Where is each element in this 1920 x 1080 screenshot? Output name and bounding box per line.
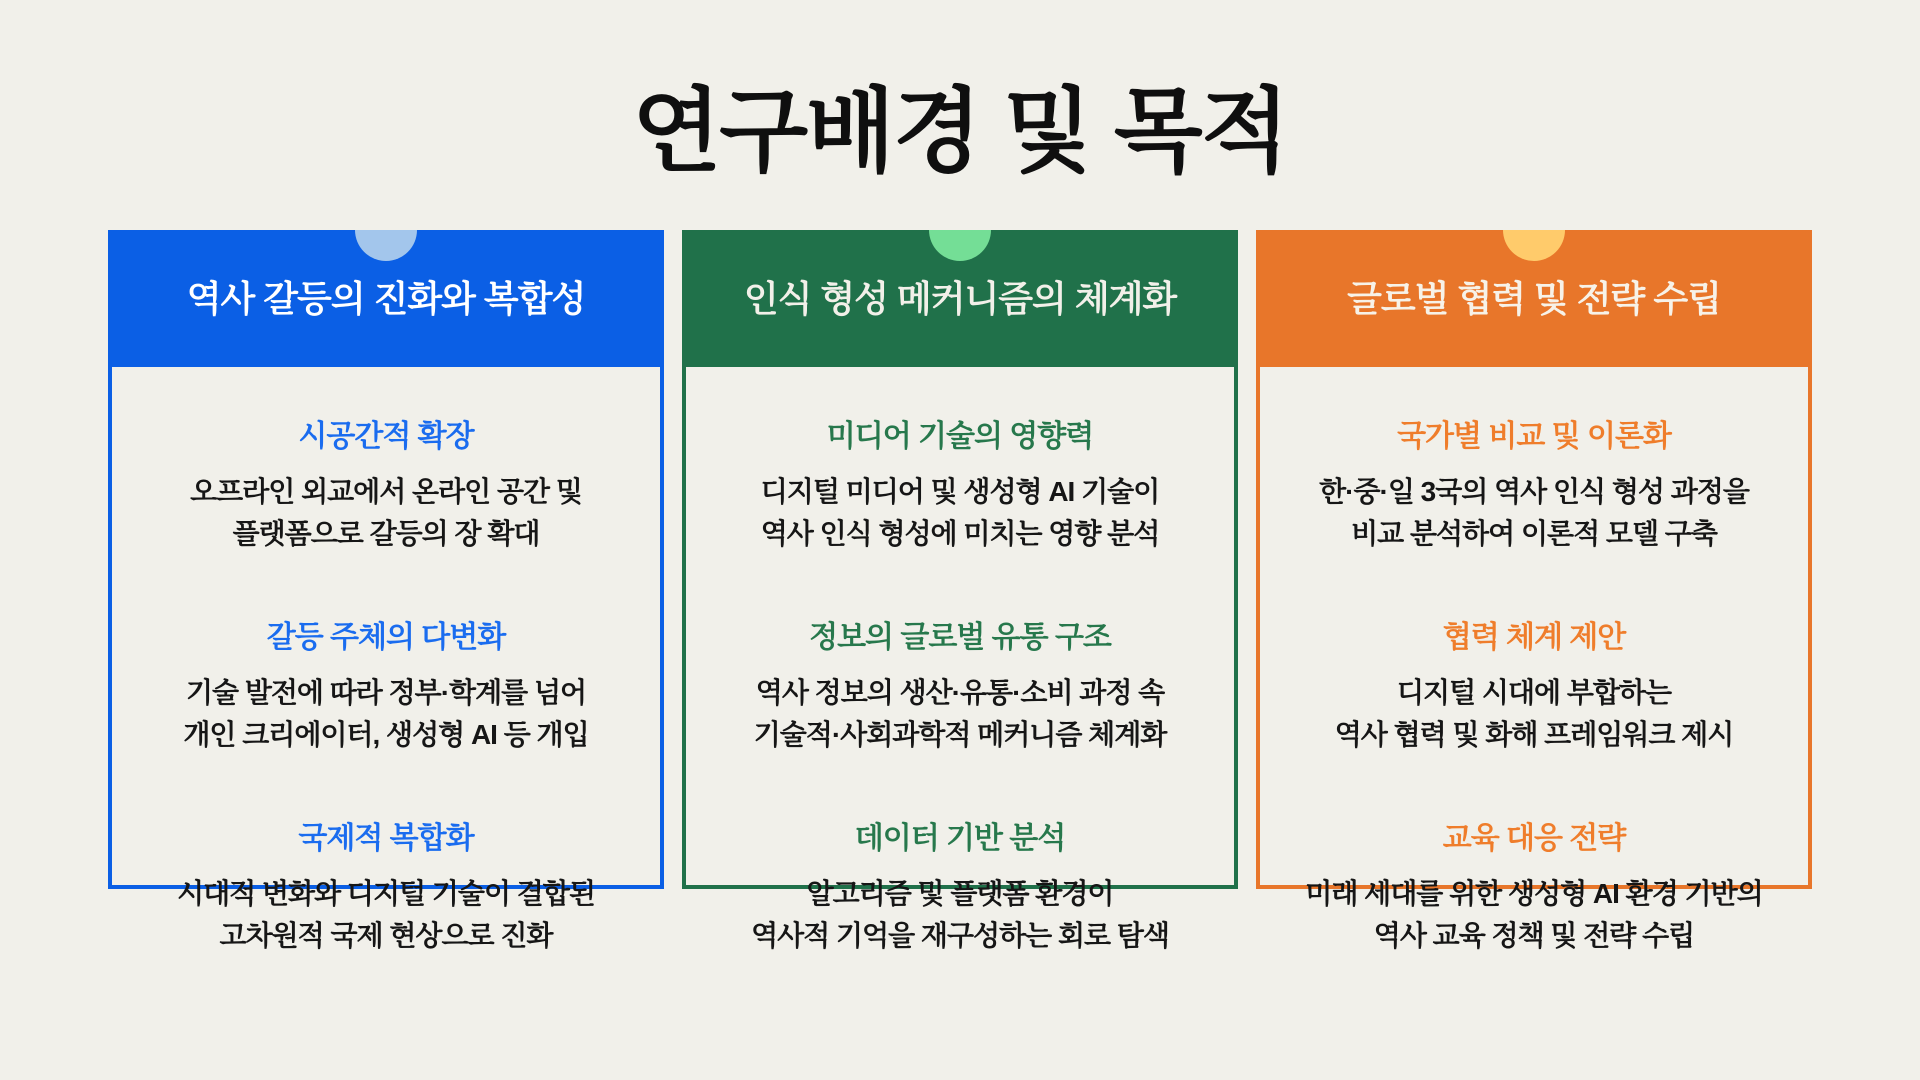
section-text-line: 역사 교육 정책 및 전략 수립 xyxy=(1373,920,1695,951)
section-text-line: 오프라인 외교에서 온라인 공간 및 xyxy=(190,476,582,507)
notch-circle-icon xyxy=(1503,230,1565,261)
notch-circle-icon xyxy=(355,230,417,261)
section-text-line: 한·중·일 3국의 역사 인식 형성 과정을 xyxy=(1319,476,1749,507)
page-title: 연구배경 및 목적 xyxy=(632,81,1288,183)
section-country-comparison xyxy=(1260,411,1808,555)
section-text-line: 플랫폼으로 갈등의 장 확대 xyxy=(232,518,540,549)
section-text-line: 기술적·사회과학적 메커니즘 체계화 xyxy=(753,719,1167,750)
card-row xyxy=(0,230,1920,951)
notch-circle-icon xyxy=(929,230,991,261)
section-text-line: 시대적 변화와 디지털 기술이 결합된 xyxy=(177,878,595,909)
card-body-history-conflict xyxy=(108,363,664,951)
section-heading: 협력 체계 제안 xyxy=(1442,621,1626,654)
section-text-line: 비교 분석하여 이론적 모델 구축 xyxy=(1351,518,1717,549)
section-actor-diversification xyxy=(112,612,660,756)
section-heading: 국제적 복합화 xyxy=(298,822,474,855)
card-header-history-conflict xyxy=(108,230,664,363)
section-data-driven-analysis xyxy=(686,813,1234,957)
section-international-complexity xyxy=(112,813,660,957)
section-heading: 정보의 글로벌 유통 구조 xyxy=(809,621,1111,654)
section-text-line: 개인 크리에이터, 생성형 AI 등 개입 xyxy=(183,719,589,750)
section-text-line: 디지털 시대에 부합하는 xyxy=(1396,677,1672,708)
section-heading: 시공간적 확장 xyxy=(298,420,474,453)
card-body-perception-mechanism xyxy=(682,363,1238,951)
section-text-line: 역사적 기억을 재구성하는 회로 탐색 xyxy=(751,920,1169,951)
card-header-perception-mechanism xyxy=(682,230,1238,363)
section-heading: 교육 대응 전략 xyxy=(1442,822,1626,855)
section-heading: 갈등 주체의 다변화 xyxy=(266,621,506,654)
card-history-conflict xyxy=(108,230,664,951)
card-body-global-cooperation xyxy=(1256,363,1812,951)
section-education-strategy xyxy=(1260,813,1808,957)
section-cooperation-framework xyxy=(1260,612,1808,756)
section-text-line: 역사 협력 및 화해 프레임워크 제시 xyxy=(1334,719,1734,750)
section-heading: 미디어 기술의 영향력 xyxy=(826,420,1094,453)
card-header-label: 역사 갈등의 진화와 복합성 xyxy=(186,278,586,319)
section-text-line: 디지털 미디어 및 생성형 AI 기술이 xyxy=(760,476,1160,507)
section-text-line: 기술 발전에 따라 정부·학계를 넘어 xyxy=(185,677,587,708)
section-heading: 국가별 비교 및 이론화 xyxy=(1397,420,1671,453)
card-perception-mechanism xyxy=(682,230,1238,951)
card-global-cooperation xyxy=(1256,230,1812,951)
section-text-line: 고차원적 국제 현상으로 진화 xyxy=(219,920,553,951)
section-spatiotemporal-expansion xyxy=(112,411,660,555)
section-text-line: 역사 인식 형성에 미치는 영향 분석 xyxy=(760,518,1160,549)
card-header-global-cooperation xyxy=(1256,230,1812,363)
section-heading: 데이터 기반 분석 xyxy=(854,822,1066,855)
section-global-info-flow xyxy=(686,612,1234,756)
card-header-label: 인식 형성 메커니즘의 체계화 xyxy=(743,278,1177,319)
section-text-line: 역사 정보의 생산·유통·소비 과정 속 xyxy=(755,677,1165,708)
card-header-label: 글로벌 협력 및 전략 수립 xyxy=(1347,278,1721,319)
section-media-tech-influence xyxy=(686,411,1234,555)
section-text-line: 미래 세대를 위한 생성형 AI 환경 기반의 xyxy=(1305,878,1763,909)
section-text-line: 알고리즘 및 플랫폼 환경이 xyxy=(806,878,1114,909)
